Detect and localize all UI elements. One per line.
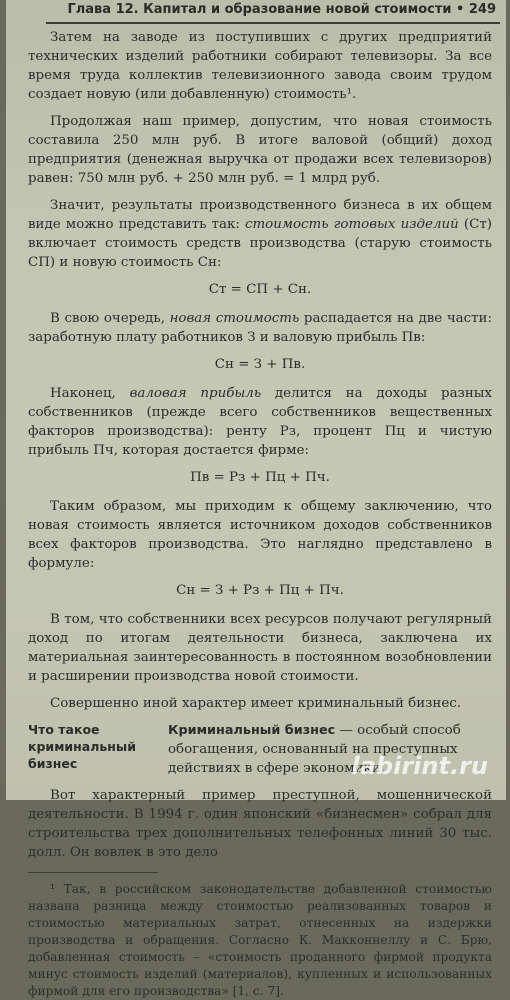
emphasis: новая стоимость	[169, 311, 300, 326]
text-run: распадается на две части: заработную плату работников З и валовую прибыль Пв:	[28, 311, 492, 345]
text-run: (Cт) включает стоимость средств производства (старую стоимость СП) и новую стоимость Сн:	[28, 217, 492, 270]
emphasis: валовая прибыль	[129, 386, 262, 401]
paragraph	[28, 196, 492, 272]
running-header: Глава 12. Капитал и образование новой стоимости • 249	[46, 0, 500, 24]
paragraph: Продолжая наш пример, допустим, что новая стоимость составила 250 млн руб. В итоге валовой (общий) доход предприятия (денежная выручка от продажи всех телевизоров) равен: 750 млн руб. + 250 млн руб. = 1 млрд руб.	[28, 114, 492, 186]
book-page	[6, 0, 506, 998]
watermark-logo: labirint.ru	[351, 752, 488, 780]
text-run: Наконец,	[50, 386, 130, 401]
page-content	[28, 28, 492, 1000]
footnote-divider	[28, 872, 158, 873]
paragraph: Вот характерный пример преступной, мошеннической деятельности. В 1994 г. один японский «бизнесмен» собрал для строительства трех дополнительных телефонных линий 30 тыс. долл. Он вовлек в это дело	[28, 788, 492, 860]
text-run: В свою очередь,	[50, 311, 170, 326]
formula: Cн = З + Пв.	[214, 357, 306, 372]
text-run: делится на доходы разных собственников (прежде всего собственников вещественных факторов производства): ренту Рз, процент Пц и чистую прибыль Пч, которая достается фирме:	[28, 386, 492, 458]
text-run: Значит, результаты производственного бизнеса в их общем виде можно представить так:	[28, 198, 492, 232]
paragraph	[28, 384, 492, 460]
definition-bold: Криминальный бизнес	[168, 723, 336, 738]
definition-term: Что такое криминальный бизнес	[28, 722, 136, 771]
paragraph: Затем на заводе из поступивших с других предприятий технических изделий работники собирают телевизоры. За все время труда коллектив телевизионного завода своим трудом создает новую (или добавленную) стоимость¹.	[28, 30, 492, 102]
formula: Cт = СП + Cн.	[208, 282, 312, 297]
paragraph	[28, 309, 492, 347]
formula: Пв = Рз + Пц + Пч.	[190, 470, 330, 485]
emphasis: стоимость готовых изделий	[244, 217, 459, 232]
paragraph: Таким образом, мы приходим к общему заключению, что новая стоимость является источником доходов собственников всех факторов производства. Это наглядно представлено в формуле:	[28, 499, 492, 571]
formula: Cн = З + Рз + Пц + Пч.	[176, 583, 344, 598]
paragraph: В том, что собственники всех ресурсов получают регулярный доход по итогам деятельности бизнеса, заключена их материальная заинтересованность в постоянном возобновлении и расширении производства новой стоимости.	[28, 612, 492, 684]
paragraph: Совершенно иной характер имеет криминальный бизнес.	[50, 696, 462, 711]
footnote: ¹ Так, в российском законодательстве добавленной стоимостью названа разница между стоимостью реализованных товаров и стоимостью материальных затрат, отнесенных на издержки производства и обращения. Согласно К. Макконнеллу и С. Брю, добавленная стоимость – «стоимость проданного фирмой продукта минус стоимость изделий (материалов), купленных и использованных фирмой для его производства» [1, с. 7].	[28, 882, 492, 998]
text-run: — особый способ обогащения, основанный на преступных действиях в сфере экономики.	[168, 723, 461, 776]
